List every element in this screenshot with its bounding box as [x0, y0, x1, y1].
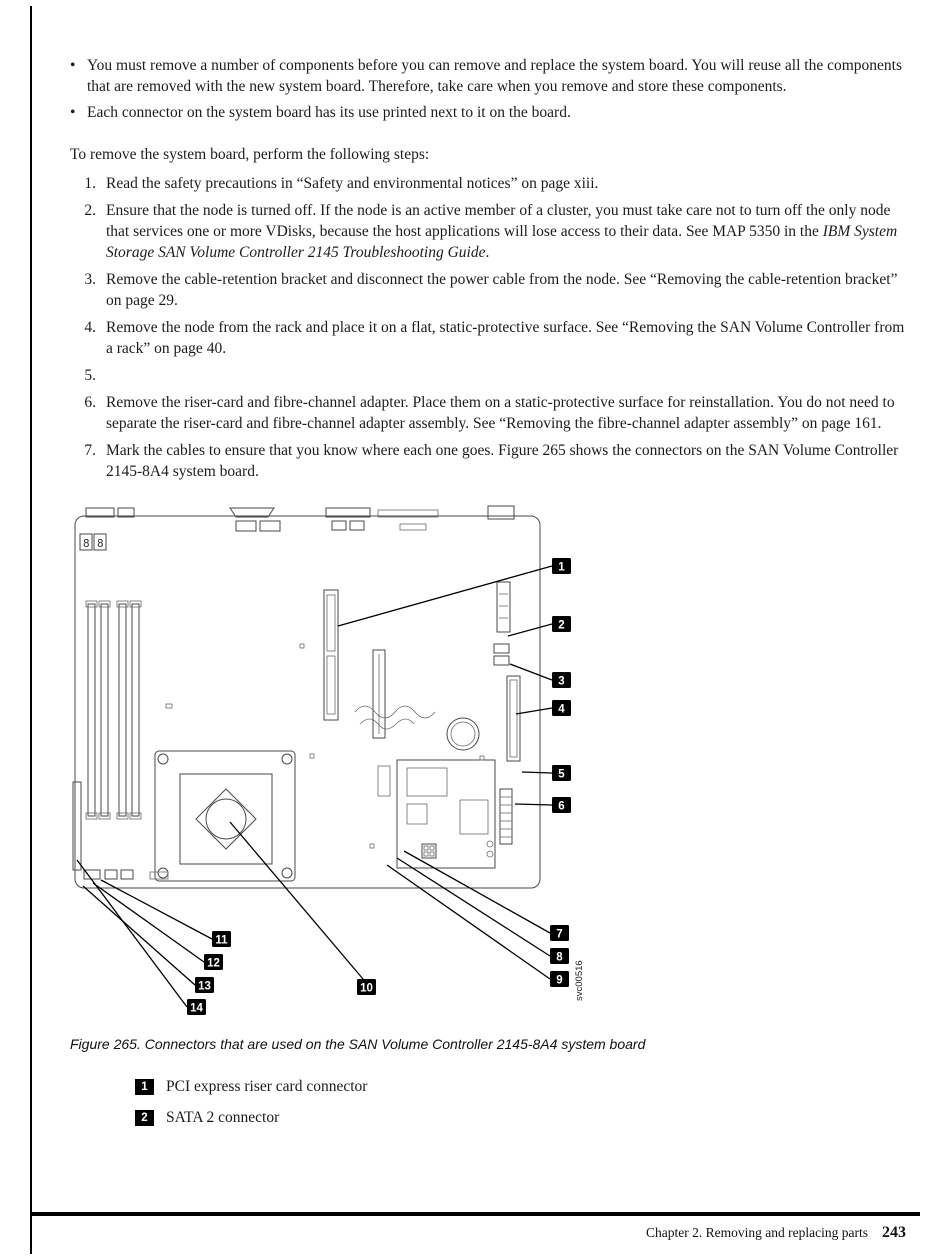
footer-rule	[30, 1212, 920, 1216]
step-text	[106, 269, 908, 311]
step-text-main: Read the safety precautions in “Safety and environmental notices” on page xiii.	[106, 175, 599, 192]
svg-text:12: 12	[207, 957, 220, 970]
svg-text:11: 11	[215, 934, 228, 947]
board-outline	[75, 516, 540, 888]
footer-chapter-title: Chapter 2. Removing and replacing parts	[646, 1225, 868, 1240]
led-digit: 8	[83, 537, 90, 550]
callout-line-3	[510, 664, 552, 680]
step-item	[70, 440, 908, 482]
bullet-item	[70, 55, 908, 97]
step-text	[106, 173, 908, 194]
callout-badge-2	[552, 616, 571, 632]
svg-text:6: 6	[558, 800, 565, 813]
legend-text: SATA 2 connector	[166, 1109, 280, 1126]
step-text-main: Ensure that the node is turned off. If the node is an active member of a cluster, you must take care not to turn off the only node that services one or more VDisks, because the host applications will lose access to their data. See MAP 5350 in the	[106, 202, 891, 240]
system-board-figure	[70, 504, 690, 1024]
callout-badge-12	[204, 954, 223, 970]
svg-text:7: 7	[556, 928, 563, 941]
callout-badge-7	[550, 925, 569, 941]
callout-line-11	[101, 880, 212, 939]
svg-text:2: 2	[558, 619, 565, 632]
callout-line-9	[387, 865, 550, 979]
step-number: 2.	[84, 202, 96, 219]
callout-line-10	[230, 822, 363, 979]
step-number: 4.	[84, 319, 96, 336]
bullet-glyph: •	[70, 104, 76, 121]
legend-text: PCI express riser card connector	[166, 1078, 368, 1095]
step-text	[106, 392, 908, 434]
callout-line-6	[515, 804, 552, 805]
callout-badge-5	[552, 765, 571, 781]
page-content	[70, 55, 908, 1140]
step-text-main: Remove the cable-retention bracket and disconnect the power cable from the node. See “Removing the cable-retention bracket” on page 29.	[106, 271, 898, 309]
step-text	[106, 200, 908, 263]
cpu-socket	[155, 751, 295, 881]
svg-text:3: 3	[558, 675, 565, 688]
svg-text:9: 9	[556, 974, 563, 987]
footer	[646, 1224, 906, 1242]
power-connector-block	[397, 760, 495, 868]
step-text-suffix: .	[485, 244, 490, 261]
bullet-glyph: •	[70, 57, 76, 74]
figure-watermark: svc00516	[574, 960, 585, 1001]
callout-badge-4	[552, 700, 571, 716]
svg-text:5: 5	[558, 768, 565, 781]
svg-text:10: 10	[360, 982, 373, 995]
callout-line-5	[522, 772, 552, 773]
battery	[447, 718, 479, 750]
step-item	[70, 269, 908, 311]
step-item	[70, 200, 908, 263]
rear-panel-connectors	[86, 506, 514, 531]
step-number: 7.	[84, 442, 96, 459]
callout-line-1	[338, 566, 552, 626]
callout-badge-10	[357, 979, 376, 995]
step-item	[70, 173, 908, 194]
callout-badge-8	[550, 948, 569, 964]
callout-line-2	[508, 624, 552, 636]
bullet-text: You must remove a number of components before you can remove and replace the system board. You will reuse all the components that are removed with the new system board. Therefore, take care when you remove and store these components.	[87, 57, 902, 95]
legend-key-badge: 2	[135, 1110, 154, 1126]
step-item	[70, 365, 908, 386]
dimm-slots	[86, 601, 141, 819]
pin-header	[500, 789, 512, 844]
callout-badge-14	[187, 999, 206, 1015]
step-text-main: Remove the riser-card and fibre-channel adapter. Place them on a static-protective surface for reinstallation. You do not need to separate the riser-card and fibre-channel adapter assembly. See “Removing the fibre-channel adapter assembly” on page 161.	[106, 394, 895, 432]
right-side-connectors	[494, 582, 520, 761]
legend-item	[135, 1078, 908, 1096]
step-number: 6.	[84, 394, 96, 411]
step-text	[106, 440, 908, 482]
figure-caption: Figure 265. Connectors that are used on the SAN Volume Controller 2145-8A4 system board	[70, 1036, 646, 1052]
callout-line-14	[77, 860, 187, 1007]
callout-badge-11	[212, 931, 231, 947]
bullet-item	[70, 102, 908, 123]
legend-item	[135, 1109, 908, 1127]
svg-text:1: 1	[558, 561, 565, 574]
step-text-italic: IBM System Storage SAN Volume Controller 2145 Troubleshooting Guide	[106, 223, 898, 261]
cable-routing	[355, 706, 435, 796]
led-digit: 8	[97, 537, 104, 550]
step-text-main: Remove the node from the rack and place it on a flat, static-protective surface. See “Removing the SAN Volume Controller from a rack” on page 40.	[106, 319, 905, 357]
footer-page-number: 243	[882, 1224, 906, 1241]
bullet-text: Each connector on the system board has its use printed next to it on the board.	[87, 104, 571, 121]
svg-text:8: 8	[556, 951, 563, 964]
step-number: 1.	[84, 175, 96, 192]
step-item	[70, 317, 908, 359]
svg-text:13: 13	[198, 980, 211, 993]
pci-riser-slot	[324, 590, 338, 720]
callout-line-12	[93, 883, 204, 962]
legend-key-badge: 1	[135, 1079, 154, 1095]
step-item	[70, 392, 908, 434]
figure-legend	[135, 1078, 908, 1127]
callout-badge-6	[552, 797, 571, 813]
callout-line-4	[516, 708, 552, 714]
svg-text:14: 14	[190, 1002, 203, 1015]
step-text	[106, 317, 908, 359]
step-number: 5.	[84, 367, 96, 384]
callout-badge-3	[552, 672, 571, 688]
step-text-main: Mark the cables to ensure that you know where each one goes. Figure 265 shows the connectors on the SAN Volume Controller 2145-8A4 system board.	[106, 442, 899, 480]
diagnostic-led-display	[80, 534, 106, 550]
callout-badge-13	[195, 977, 214, 993]
step-number: 3.	[84, 271, 96, 288]
intro-paragraph: To remove the system board, perform the following steps:	[70, 146, 430, 163]
page-binding-rule	[30, 6, 32, 1254]
step-text	[106, 365, 908, 386]
front-edge-connectors	[73, 782, 168, 879]
callout-badge-1	[552, 558, 571, 574]
callout-badge-9	[550, 971, 569, 987]
callout-line-8	[397, 858, 550, 956]
board-fiducials	[166, 644, 484, 848]
svg-text:4: 4	[558, 703, 565, 716]
board-figure-svg	[70, 504, 690, 1024]
